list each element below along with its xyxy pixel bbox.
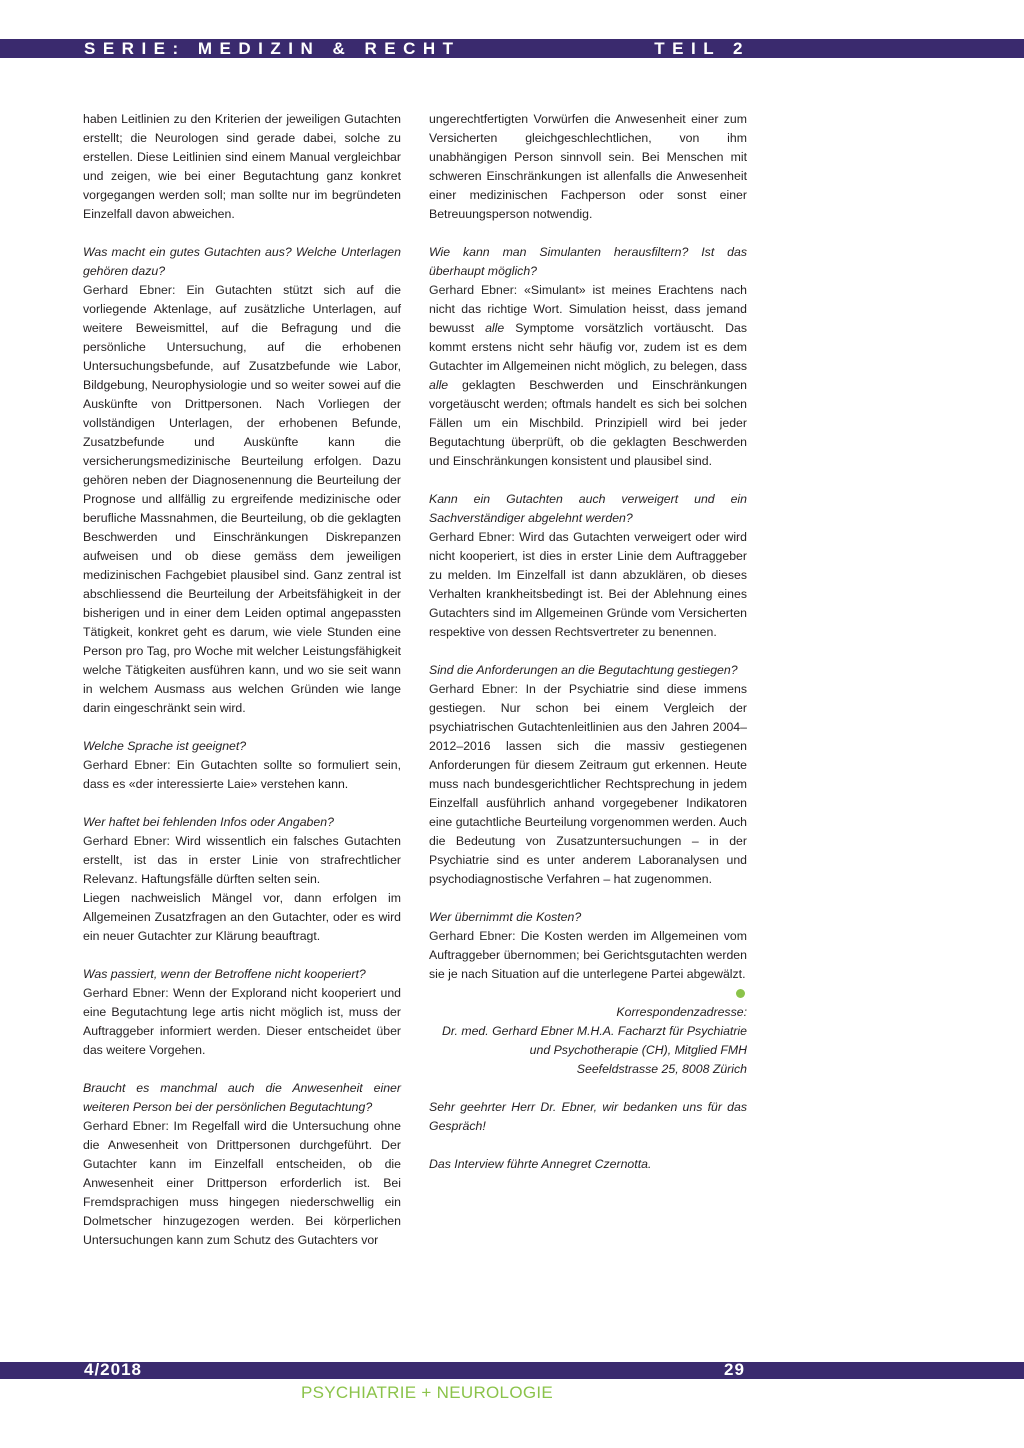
correspondence-label: Korrespondenzadresse:: [616, 1005, 747, 1019]
answer-text: Wenn der Explorand nicht kooperiert und eine Begutachtung lege artis nicht möglich ist, muss der Auftraggeber informiert werden. Dieser entscheidet über das weitere Vorgehen.: [83, 986, 402, 1057]
question: Kann ein Gutachten auch verweigert und ein Sachverständiger abgelehnt werden?: [429, 492, 747, 525]
question: Was passiert, wenn der Betroffene nicht kooperiert?: [83, 967, 366, 981]
speaker-name: Gerhard Ebner:: [83, 758, 171, 772]
answer-text: Wird wissentlich ein falsches Gutachten erstellt, ist das in erster Linie von strafrechtlicher Relevanz. Haftungsfälle dürften selten sein.: [83, 834, 401, 886]
question: Was macht ein gutes Gutachten aus? Welche Unterlagen gehören dazu?: [83, 245, 401, 278]
answer: [83, 281, 401, 718]
correspondence-line: und Psychotherapie (CH), Mitglied FMH: [529, 1043, 747, 1057]
speaker-name: Gerhard Ebner:: [83, 1119, 169, 1133]
answer: [83, 1117, 401, 1250]
answer-text: Wird das Gutachten verweigert oder wird nicht kooperiert, ist dies in erster Linie dem Auftraggeber zu melden. Im Einzelfall ist dann abzuklären, ob dieses Verhalten krankheitsbedingt ist. Bei der Ablehnung eines Gutachters sind im Allgemeinen Gründe vom Versicherten respektive von dessen Rechtsvertreter zu benennen.: [429, 530, 747, 639]
paragraph: haben Leitlinien zu den Kriterien der jeweiligen Gutachten erstellt; die Neurologen sind gerade dabei, solche zu erstellen. Diese Leitlinien sind einem Manual vergleichbar und zeigen, wie bei einer Begutachtung ganz konkret vorgegangen werden soll; man sollte nur im begründeten Einzelfall davon abweichen.: [83, 112, 401, 221]
question: Wie kann man Simulanten herausfiltern? Ist das überhaupt möglich?: [429, 245, 747, 278]
page-number: 29: [724, 1360, 745, 1379]
answer-text: Die Kosten werden im Allgemeinen vom Auftraggeber übernommen; bei Gerichtsgutachten werden sie je nach Situation auf die unterlegene Partei abgewälzt.: [429, 929, 747, 981]
correspondence-line: Dr. med. Gerhard Ebner M.H.A. Facharzt für Psychiatrie: [441, 1024, 747, 1038]
left-column: [83, 110, 401, 1250]
header-bar: [0, 39, 1024, 58]
end-mark-icon: [736, 989, 745, 998]
answer-text: Ein Gutachten sollte so formuliert sein, dass es «der interessierte Laie» verstehen kann.: [83, 758, 401, 791]
right-column: [429, 110, 747, 1174]
answer-text: In der Psychiatrie sind diese immens gestiegen. Nur schon bei einem Vergleich der psychiatrischen Gutachtenleitlinien aus den Jahren 2004–2012–2016 lassen sich die massiv gestiegenen Anforderungen für diesem Zeitraum gut erkennen. Heute muss nach bundesgerichtlicher Rechtsprechung in jedem Einzelfall ausführlich anhand vorgegebener Indikatoren eine gutachtliche Beurteilung vorgenommen werden. Auch die Bedeutung von Zusatzuntersuchungen – in der Psychiatrie sind es unter anderem Laboranalysen und psychodiagnostische Verfahren – hat zugenommen.: [429, 682, 747, 886]
question: Sind die Anforderungen an die Begutachtung gestiegen?: [429, 663, 738, 677]
answer-text: Im Regelfall wird die Untersuchung ohne die Anwesenheit von Drittpersonen durchgeführt. Der Gutachter kann im Einzelfall entscheiden, ob die Anwesenheit einer Drittperson erforderlich ist. Bei Fremdsprachigen muss hingegen niederschwellig ein Dolmetscher hinzugezogen werden. Bei körperlichen Untersuchungen kann zum Schutz des Gutachters vor: [83, 1119, 401, 1247]
interviewer-credit: Das Interview führte Annegret Czernotta.: [429, 1157, 652, 1171]
footer-bar: [0, 1362, 1024, 1379]
answer-text: ungerechtfertigten Vorwürfen die Anwesenheit einer zum Versicherten gleichgeschlechtlichen, von ihm unabhängigen Person sinnvoll sein. Bei Menschen mit schweren Einschränkungen ist allenfalls die Anwesenheit einer medizinischen Fachperson oder sonst einer Betreuungsperson notwendig.: [429, 112, 747, 221]
speaker-name: Gerhard Ebner:: [429, 929, 516, 943]
speaker-name: Gerhard Ebner:: [83, 834, 170, 848]
paragraph: Liegen nachweislich Mängel vor, dann erfolgen im Allgemeinen Zusatzfragen an den Gutachter, oder es wird ein neuer Gutachter zur Klärung beauftragt.: [83, 891, 401, 943]
answer: [429, 680, 747, 889]
speaker-name: Gerhard Ebner:: [83, 986, 169, 1000]
speaker-name: Gerhard Ebner:: [429, 283, 518, 297]
answer: [83, 984, 401, 1060]
emphasis: alle: [429, 378, 449, 392]
answer-text: Symptome vorsätzlich vortäuscht. Das kommt erstens nicht sehr häufig vor, zudem ist es dem Gutachter im Allgemeinen nicht möglich, zu belegen, dass: [429, 321, 747, 373]
correspondence-line: Seefeldstrasse 25, 8008 Zürich: [576, 1062, 747, 1076]
issue-number: 4/2018: [84, 1360, 142, 1379]
answer-text: «Simulant» ist meines Erachtens nach nicht das richtige Wort. Simulation heisst, dass jemand bewusst: [429, 283, 747, 335]
answer-text: Ein Gutachten stützt sich auf die vorliegende Aktenlage, auf zusätzliche Unterlagen, auf weitere Beweismittel, auf die Befragung und die persönliche Untersuchung, auf die erhobenen Untersuchungsbefunde, auf Zusatzbefunde wie Labor, Bildgebung, Neurophysiologie und so weiter sowei auf die Auskünfte von Drittpersonen. Nach Vorliegen der vollständigen Unterlagen, der erhobenen Befunde, Zusatzbefunde und Auskünfte kann die versicherungsmedizinische Beurteilung erfolgen. Dazu gehören neben der Diagnosenennung die Beurteilung der Prognose und allfällig zu ergreifende medizinische oder berufliche Massnahmen, die Beurteilung, ob die geklagten Beschwerden und Einschränkungen Diskrepanzen aufweisen und ob diese gemäss dem jeweiligen medizinischen Fachgebiet plausibel sind. Ganz zentral ist abschliessend die Beurteilung der Arbeitsfähigkeit in der bisherigen und in einer dem Leiden optimal angepassten Tätigkeit, konkret geht es darum, wie viele Stunden eine Person pro Tag, pro Woche mit welcher Leistungsfähigkeit welche Tätigkeiten ausführen kann, und wo sie seit wann in welchem Ausmass aus welchen Gründen wie lange darin eingeschränkt sein wird.: [83, 283, 401, 715]
speaker-name: Gerhard Ebner:: [429, 530, 515, 544]
series-title: SERIE: MEDIZIN & RECHT: [84, 39, 461, 58]
answer-text: geklagten Beschwerden und Einschränkungen vorgetäuscht werden; oftmals handelt es sich bei solchen Fällen um ein Mischbild. Prinzipiell wird bei jeder Begutachtung überprüft, ob die geklagten Beschwerden und Einschränkungen konsistent und plausibel sind.: [429, 378, 747, 468]
answer: [83, 756, 401, 794]
answer: [429, 528, 747, 642]
answer: [83, 832, 401, 889]
question: Wer haftet bei fehlenden Infos oder Angaben?: [83, 815, 334, 829]
speaker-name: Gerhard Ebner:: [429, 682, 518, 696]
question: Wer übernimmt die Kosten?: [429, 910, 582, 924]
question: Welche Sprache ist geeignet?: [83, 739, 247, 753]
answer: [429, 927, 747, 984]
emphasis: alle: [485, 321, 505, 335]
journal-name: PSYCHIATRIE + NEUROLOGIE: [301, 1383, 554, 1402]
question: Braucht es manchmal auch die Anwesenheit einer weiteren Person bei der persönlichen Begutachtung?: [83, 1081, 401, 1114]
closing-thanks: Sehr geehrter Herr Dr. Ebner, wir bedanken uns für das Gespräch!: [429, 1100, 747, 1133]
speaker-name: Gerhard Ebner:: [83, 283, 176, 297]
answer: [429, 281, 747, 471]
part-label: TEIL 2: [654, 39, 750, 58]
